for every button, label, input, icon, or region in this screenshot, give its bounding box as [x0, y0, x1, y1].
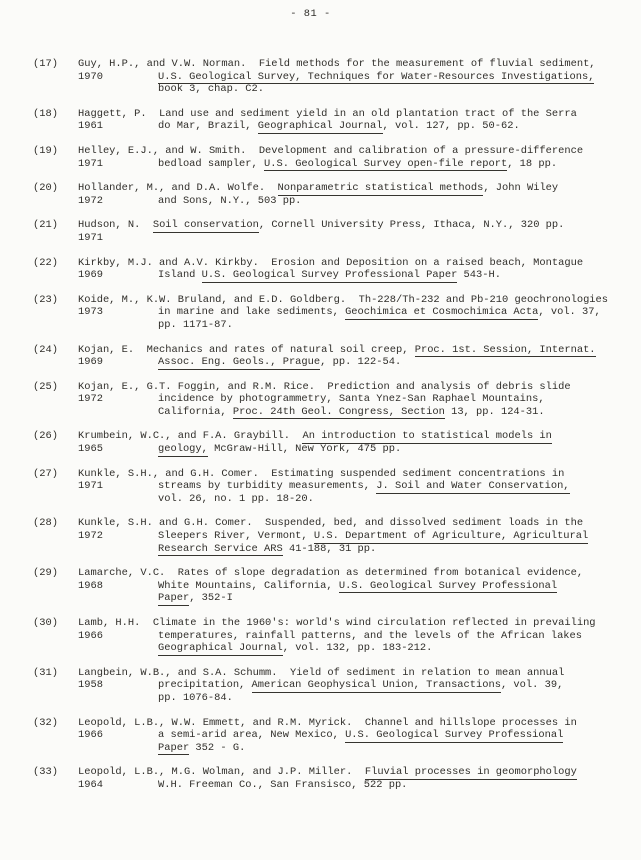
reference-id: (26)	[33, 430, 58, 443]
reference-line	[0, 692, 641, 705]
reference-line	[0, 468, 641, 481]
reference-entry	[0, 567, 641, 605]
text-segment: precipitation,	[158, 679, 252, 692]
references-list	[0, 58, 641, 804]
reference-year: 1964	[78, 778, 103, 791]
underlined-text: Fluvial processes in geomorphology	[364, 766, 577, 779]
reference-year: 1958	[78, 679, 103, 692]
reference-id: (17)	[33, 58, 58, 70]
text-segment: streams by turbidity measurements,	[158, 480, 377, 493]
text-segment: Hollander, M., and D.A. Wolfe.	[78, 182, 278, 195]
reference-id: (24)	[33, 343, 58, 356]
reference-line	[0, 257, 641, 270]
underlined-text: Assoc. Eng. Geols., Prague	[158, 356, 321, 369]
reference-entry	[0, 108, 641, 133]
reference-id: (33)	[33, 766, 58, 779]
underlined-text: U.S. Geological Survey, Techniques for Water-Resources Investigations,	[158, 70, 595, 83]
reference-entry	[0, 145, 641, 170]
reference-line	[0, 642, 641, 655]
reference-id: (19)	[33, 144, 58, 157]
reference-line	[0, 158, 641, 171]
reference-line	[0, 530, 641, 543]
text-segment: Kojan, E., G.T. Foggin, and R.M. Rice. Prediction and analysis of debris slide	[78, 380, 571, 393]
reference-entry	[0, 294, 641, 332]
reference-line	[0, 381, 641, 394]
reference-line	[0, 443, 641, 456]
text-segment: Guy, H.P., and V.W. Norman. Field methods for the measurement of fluvial sediment,	[78, 58, 596, 70]
reference-year: 1973	[78, 306, 103, 319]
reference-line	[0, 182, 641, 195]
reference-id: (31)	[33, 666, 58, 679]
reference-line	[0, 406, 641, 419]
reference-entry	[0, 617, 641, 655]
text-segment: Kunkle, S.H. and G.H. Comer. Suspended, bed, and dissolved sediment loads in the	[78, 517, 584, 530]
reference-id: (32)	[33, 716, 58, 729]
underlined-text: American Geophysical Union, Transactions	[251, 679, 501, 692]
text-segment: Lamarche, V.C. Rates of slope degradation as determined from botanical evidence,	[78, 567, 584, 580]
page-number: - 81 -	[290, 8, 331, 20]
text-segment: Krumbein, W.C., and F.A. Graybill.	[78, 430, 303, 443]
reference-id: (30)	[33, 617, 58, 629]
text-segment: , vol. 132, pp. 183-212.	[282, 642, 433, 655]
text-segment: Island	[158, 269, 202, 282]
text-segment: , John Wiley	[483, 182, 559, 195]
text-segment: White Mountains, California,	[158, 579, 339, 592]
underlined-text: Geographical Journal	[257, 120, 383, 133]
reference-year: 1971	[78, 157, 103, 170]
reference-year: 1961	[78, 120, 103, 133]
underlined-text: Paper	[158, 592, 190, 605]
underlined-text: Research Service ARS	[158, 542, 283, 555]
reference-line	[0, 617, 641, 630]
reference-line	[0, 667, 641, 680]
underlined-text: U.S. Geological Survey Professional Paper	[201, 269, 458, 282]
reference-entry	[0, 344, 641, 369]
text-segment: Langbein, W.B., and S.A. Schumm. Yield of sediment in relation to mean annual	[78, 666, 565, 679]
reference-year: 1971	[78, 231, 103, 244]
text-segment: Lamb, H.H. Climate in the 1960's: world's wind circulation reflected in prevailing	[78, 617, 596, 629]
reference-line	[0, 294, 641, 307]
reference-entry	[0, 430, 641, 455]
reference-line	[0, 219, 641, 232]
text-segment: , 18 pp.	[507, 157, 558, 170]
reference-line	[0, 567, 641, 580]
text-segment: Haggett, P. Land use and sediment yield in an old plantation tract of the Serra	[78, 107, 577, 120]
underlined-text: Proc. 24th Geol. Congress, Section	[232, 405, 445, 418]
underlined-text: U.S. Geological Survey Professional	[338, 579, 558, 592]
reference-line	[0, 319, 641, 332]
reference-line	[0, 145, 641, 158]
text-segment: 13, pp. 124-31.	[444, 405, 545, 418]
underlined-text: Geochimica et Cosmochimica Acta	[345, 306, 539, 319]
reference-line	[0, 766, 641, 779]
reference-line	[0, 480, 641, 493]
text-segment: 352 - G.	[189, 741, 246, 754]
text-segment: , vol. 37,	[538, 306, 601, 319]
reference-year: 1966	[78, 629, 103, 642]
reference-line	[0, 517, 641, 530]
reference-line	[0, 108, 641, 121]
reference-line	[0, 592, 641, 605]
reference-id: (21)	[33, 219, 58, 232]
underlined-text: Proc. 1st. Session, Internat.	[414, 343, 596, 356]
reference-line	[0, 356, 641, 369]
text-segment: pp. 1171-87.	[158, 318, 233, 331]
underlined-text: geology,	[158, 443, 208, 456]
text-segment: , 352-I	[189, 592, 233, 605]
reference-line	[0, 344, 641, 357]
reference-line	[0, 393, 641, 406]
reference-id: (27)	[33, 467, 58, 480]
text-segment: temperatures, rainfall patterns, and the levels of the African lakes	[158, 629, 583, 642]
reference-line	[0, 71, 641, 84]
text-segment: Kirkby, M.J. and A.V. Kirkby. Erosion and Deposition on a raised beach, Montague	[78, 256, 584, 269]
underlined-text: Geographical Journal	[158, 642, 283, 655]
reference-line	[0, 120, 641, 133]
text-segment: , Cornell University Press, Ithaca, N.Y., 320 pp.	[258, 219, 565, 232]
reference-id: (20)	[33, 182, 58, 195]
text-segment: , vol. 39,	[500, 679, 564, 692]
text-segment: bedload sampler,	[158, 157, 265, 170]
reference-line	[0, 729, 641, 742]
underlined-text: U.S. Geological Survey Professional	[345, 729, 564, 742]
text-segment: in marine and lake sediments,	[158, 306, 346, 319]
reference-entry	[0, 257, 641, 282]
underlined-text: Nonparametric statistical methods	[277, 182, 484, 195]
text-segment: 41-188, 31 pp.	[282, 542, 377, 555]
reference-year: 1966	[78, 729, 103, 742]
reference-entry	[0, 766, 641, 791]
text-segment: , pp. 122-54.	[320, 356, 402, 369]
reference-line	[0, 630, 641, 643]
reference-line	[0, 779, 641, 792]
reference-year: 1971	[78, 480, 103, 493]
reference-entry	[0, 381, 641, 419]
reference-year: 1972	[78, 194, 103, 207]
reference-entry	[0, 58, 641, 96]
text-segment: vol. 26, no. 1 pp. 18-20.	[158, 492, 314, 505]
underlined-text: An introduction to statistical models in	[302, 430, 552, 443]
reference-line	[0, 580, 641, 593]
reference-line	[0, 742, 641, 755]
reference-line	[0, 717, 641, 730]
text-segment: Kojan, E. Mechanics and rates of natural soil creep,	[78, 343, 415, 356]
underlined-text: Soil conservation	[152, 219, 259, 232]
text-segment: 543-H.	[457, 269, 501, 282]
reference-entry	[0, 667, 641, 705]
reference-id: (25)	[33, 380, 58, 393]
reference-year: 1972	[78, 530, 103, 543]
text-segment: book 3, chap. C2.	[158, 83, 265, 96]
underlined-text: U.S. Department of Agriculture, Agricultural	[313, 530, 589, 543]
text-segment: incidence by photogrammetry, Santa Ynez-San Raphael Mountains,	[158, 393, 545, 406]
text-segment: Kunkle, S.H., and G.H. Comer. Estimating suspended sediment concentrations in	[78, 467, 565, 480]
underlined-text: Paper	[158, 741, 190, 754]
text-segment: Hudson, N.	[78, 219, 153, 232]
reference-entry	[0, 717, 641, 755]
text-segment: W.H. Freeman Co., San Fransisco, 522 pp.	[158, 778, 408, 791]
text-segment: McGraw-Hill, New York, 475 pp.	[207, 443, 402, 456]
reference-line	[0, 83, 641, 96]
reference-line	[0, 543, 641, 556]
reference-id: (29)	[33, 567, 58, 580]
underlined-text: J. Soil and Water Conservation,	[376, 480, 570, 493]
text-segment: a semi-arid area, New Mexico,	[158, 729, 346, 742]
reference-line	[0, 195, 641, 208]
reference-id: (22)	[33, 256, 58, 269]
text-segment: Helley, E.J., and W. Smith. Development and calibration of a pressure-difference	[78, 144, 584, 157]
reference-year: 1965	[78, 443, 103, 456]
text-segment: California,	[158, 405, 233, 418]
reference-entry	[0, 468, 641, 506]
reference-line	[0, 306, 641, 319]
reference-id: (28)	[33, 517, 58, 530]
reference-line	[0, 430, 641, 443]
reference-line	[0, 232, 641, 245]
reference-year: 1969	[78, 269, 103, 282]
text-segment: Leopold, L.B., M.G. Wolman, and J.P. Miller.	[78, 766, 365, 779]
reference-entry	[0, 182, 641, 207]
reference-line	[0, 493, 641, 506]
text-segment: do Mar, Brazil,	[158, 120, 258, 133]
text-segment: pp. 1076-84.	[158, 691, 233, 704]
text-segment: , vol. 127, pp. 50-62.	[382, 120, 520, 133]
text-segment: Leopold, L.B., W.W. Emmett, and R.M. Myrick. Channel and hillslope processes in	[78, 716, 577, 729]
reference-id: (23)	[33, 293, 58, 306]
underlined-text: U.S. Geological Survey open-file report	[264, 157, 508, 170]
reference-line	[0, 269, 641, 282]
text-segment: Sleepers River, Vermont,	[158, 530, 314, 543]
reference-year: 1972	[78, 393, 103, 406]
reference-entry	[0, 517, 641, 555]
reference-year: 1970	[78, 70, 103, 83]
reference-year: 1969	[78, 356, 103, 369]
reference-line	[0, 58, 641, 71]
text-segment: Koide, M., K.W. Bruland, and E.D. Goldberg. Th-228/Th-232 and Pb-210 geochronologies	[78, 293, 609, 306]
reference-entry	[0, 219, 641, 244]
reference-id: (18)	[33, 107, 58, 120]
reference-line	[0, 679, 641, 692]
reference-year: 1968	[78, 579, 103, 592]
text-segment: and Sons, N.Y., 503 pp.	[158, 194, 302, 207]
